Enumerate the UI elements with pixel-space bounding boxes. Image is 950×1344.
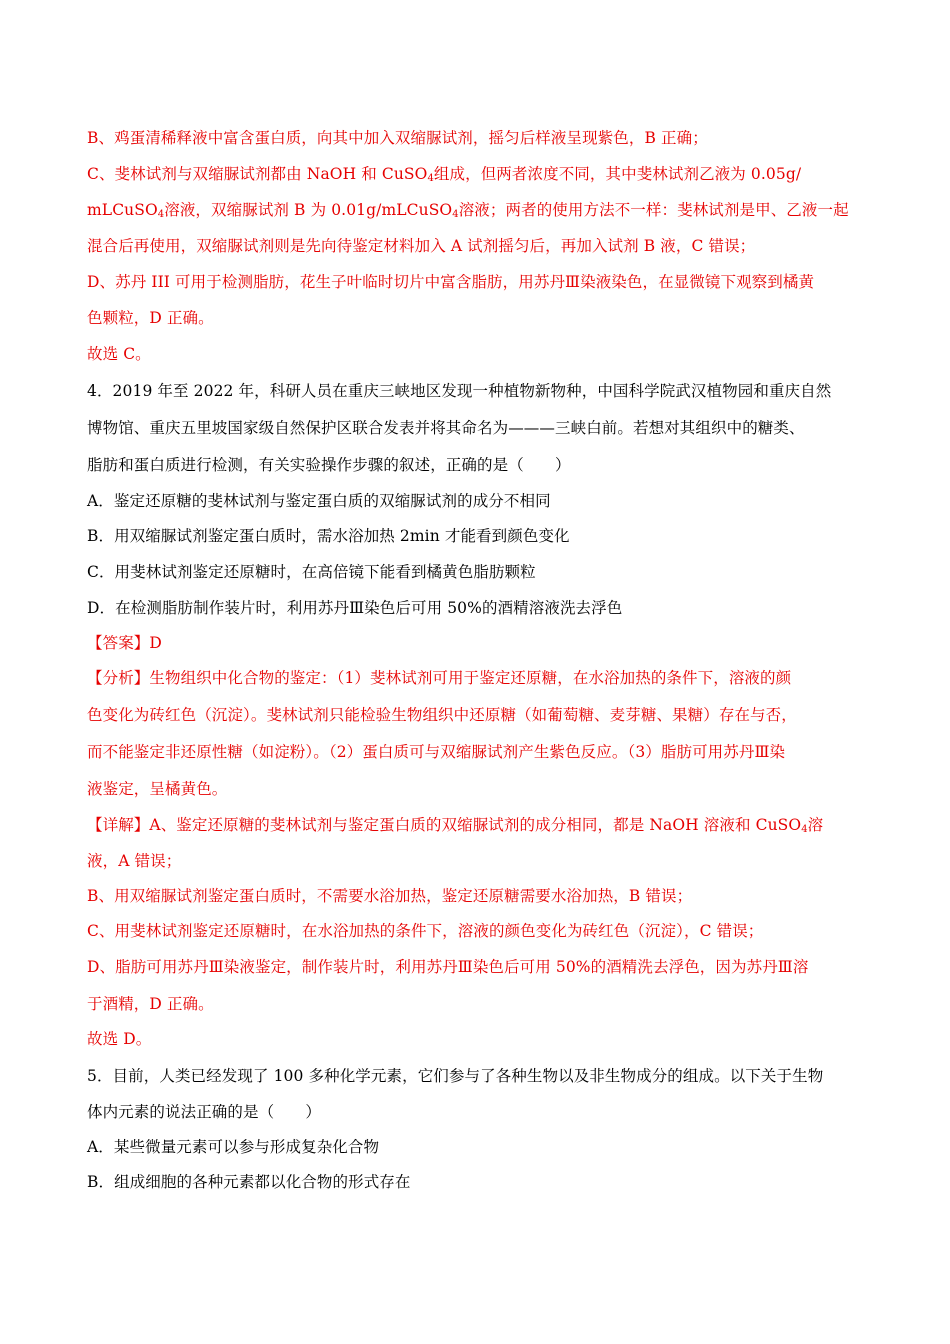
q3-detail-b: B、鸡蛋清稀释液中富含蛋白质，向其中加入双缩脲试剂，摇匀后样液呈现紫色，B 正确； [87, 129, 708, 147]
q3-detail-d-line1: D、苏丹 III 可用于检测脂肪，花生子叶临时切片中富含脂肪，用苏丹Ⅲ染液染色，在显微镜下观察到橘黄 [87, 273, 815, 291]
q4-detail-b: B、用双缩脲试剂鉴定蛋白质时，不需要水浴加热，鉴定还原糖需要水浴加热，B 错误； [87, 887, 693, 905]
q4-detail-c: C、用斐林试剂鉴定还原糖时，在水浴加热的条件下，溶液的颜色变化为砖红色（沉淀），C 错误； [87, 922, 764, 940]
q5-stem-line2: 体内元素的说法正确的是（ ） [87, 1103, 322, 1121]
q4-stem-line3: 脂肪和蛋白质进行检测，有关实验操作步骤的叙述，正确的是（ ） [87, 456, 571, 474]
q4-detail-d-line2: 于酒精，D 正确。 [87, 995, 214, 1013]
q4-option-c: C．用斐林试剂鉴定还原糖时，在高倍镜下能看到橘黄色脂肪颗粒 [87, 563, 536, 581]
q3-detail-c-text: C、斐林试剂与双缩脲试剂都由 NaOH 和 CuSO [87, 165, 428, 183]
q3-conclusion: 故选 C。 [87, 345, 151, 363]
q4-option-a: A．鉴定还原糖的斐林试剂与鉴定蛋白质的双缩脲试剂的成分不相同 [87, 492, 551, 510]
q3-detail-c2-c: 溶液；两者的使用方法不一样：斐林试剂是甲、乙液一起 [458, 201, 849, 219]
q3-detail-c-line2 [87, 199, 877, 226]
subscript: 4 [427, 173, 434, 184]
q5-option-b: B．组成细胞的各种元素都以化合物的形式存在 [87, 1173, 411, 1191]
q4-analysis-line1: 【分析】生物组织中化合物的鉴定：（1）斐林试剂可用于鉴定还原糖，在水浴加热的条件下，溶液的颜 [87, 669, 792, 687]
q5-option-a: A．某些微量元素可以参与形成复杂化合物 [87, 1138, 380, 1156]
subscript: 4 [157, 209, 165, 220]
q3-detail-d-line2: 色颗粒，D 正确。 [87, 309, 214, 327]
q3-detail-c2-a: mLCuSO [87, 201, 158, 219]
subscript: 4 [452, 209, 459, 220]
q4-option-b: B．用双缩脲试剂鉴定蛋白质时，需水浴加热 2min 才能看到颜色变化 [87, 527, 570, 545]
q4-detail-d-line1: D、脂肪可用苏丹Ⅲ染液鉴定，制作装片时，利用苏丹Ⅲ染色后可用 50%的酒精洗去浮色，因为苏丹Ⅲ溶 [87, 958, 809, 976]
q4-detail-line1 [87, 814, 877, 841]
subscript: 4 [801, 824, 808, 835]
q4-option-d: D．在检测脂肪制作装片时，利用苏丹Ⅲ染色后可用 50%的酒精溶液洗去浮色 [87, 599, 623, 617]
q4-analysis-line3: 而不能鉴定非还原性糖（如淀粉）。（2）蛋白质可与双缩脲试剂产生紫色反应。（3）脂肪可用苏丹Ⅲ染 [87, 743, 786, 761]
q3-detail-c-line1 [87, 163, 877, 190]
q4-analysis-line4: 液鉴定，呈橘黄色。 [87, 780, 228, 798]
q3-detail-c-tail: 组成，但两者浓度不同，其中斐林试剂乙液为 0.05g/ [433, 165, 802, 183]
q5-stem-line1: 5．目前，人类已经发现了 100 多种化学元素，它们参与了各种生物以及非生物成分的组成。以下关于生物 [87, 1067, 824, 1085]
q3-detail-c-line3: 混合后再使用，双缩脲试剂则是先向待鉴定材料加入 A 试剂摇匀后，再加入试剂 B 液，C 错误； [87, 237, 756, 255]
q4-stem-line2: 博物馆、重庆五里坡国家级自然保护区联合发表并将其命名为———三峡白前。若想对其组织中的糖类、 [87, 419, 805, 437]
q4-detail-a-tail: 溶 [807, 816, 824, 834]
q4-answer: 【答案】D [87, 634, 162, 652]
q4-detail-a-text: 【详解】A、鉴定还原糖的斐林试剂与鉴定蛋白质的双缩脲试剂的成分相同，都是 NaOH 溶液和 CuSO [87, 816, 802, 834]
q4-analysis-line2: 色变化为砖红色（沉淀）。斐林试剂只能检验生物组织中还原糖（如葡萄糖、麦芽糖、果糖）存在与否， [87, 706, 797, 724]
q4-stem-line1: 4．2019 年至 2022 年，科研人员在重庆三峡地区发现一种植物新物种，中国科学院武汉植物园和重庆自然 [87, 382, 832, 400]
q3-detail-c2-b: 溶液，双缩脲试剂 B 为 0.01g/mLCuSO [164, 201, 453, 219]
q4-detail-line2: 液，A 错误； [87, 852, 182, 870]
q4-conclusion: 故选 D。 [87, 1030, 152, 1048]
